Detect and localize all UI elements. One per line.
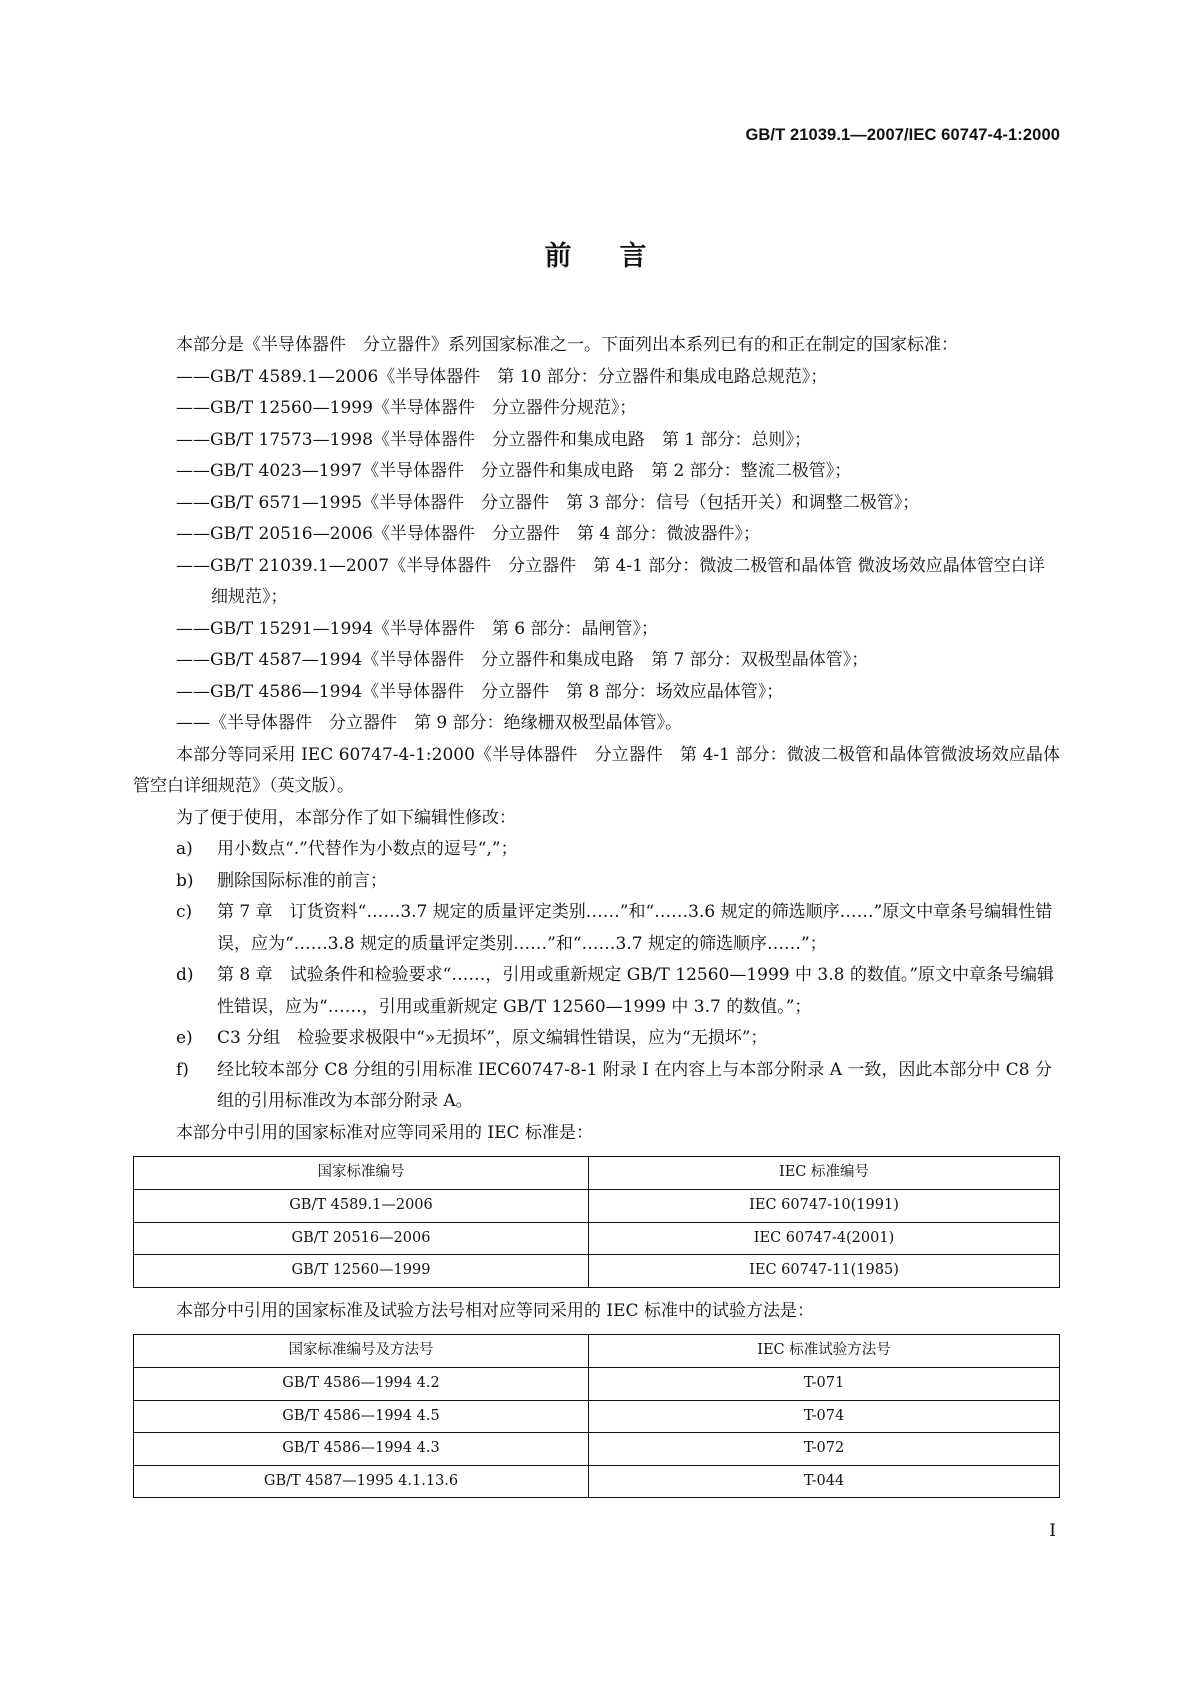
table-cell: T-044 <box>589 1465 1060 1498</box>
edit-text: C3 分组 检验要求极限中“»无损坏”，原文编辑性错误，应为“无损坏”； <box>217 1028 768 1048</box>
edit-text: 用小数点“.”代替作为小数点的逗号“,”； <box>217 839 518 859</box>
list-item: ——GB/T 4587—1994《半导体器件 分立器件和集成电路 第 7 部分：双极型晶体管》； <box>176 650 869 670</box>
edit-item <box>133 866 1060 898</box>
table-cell: GB/T 20516—2006 <box>134 1222 589 1255</box>
table-cell: GB/T 4586—1994 4.2 <box>134 1368 589 1401</box>
edit-text: 第 7 章 订货资料“……3.7 规定的质量评定类别……”和“……3.6 规定的筛选顺序……”原文中章条号编辑性错误，应为“……3.8 规定的质量评定类别……”和“……3.7 规定的筛选顺序……”； <box>217 902 1053 954</box>
edit-item <box>133 897 1060 960</box>
series-list <box>133 362 1060 740</box>
list-item: ——GB/T 20516—2006《半导体器件 分立器件 第 4 部分：微波器件》； <box>176 524 761 544</box>
table-cell: IEC 60747-10(1991) <box>589 1190 1060 1223</box>
table-row <box>134 1368 1060 1401</box>
page-number: I <box>1049 1521 1056 1541</box>
table-row <box>134 1433 1060 1466</box>
table-header-cell: 国家标准编号及方法号 <box>134 1335 589 1368</box>
table-cell: GB/T 12560—1999 <box>134 1255 589 1288</box>
edit-label: e) <box>176 1028 193 1048</box>
table1-intro: 本部分中引用的国家标准对应等同采用的 IEC 标准是： <box>176 1122 593 1143</box>
foreword-body <box>133 330 1060 1506</box>
standards-table <box>133 1156 1060 1288</box>
edit-text: 删除国际标准的前言； <box>217 870 387 891</box>
table-cell: T-074 <box>589 1400 1060 1433</box>
list-item: ——GB/T 17573—1998《半导体器件 分立器件和集成电路 第 1 部分：总则》； <box>176 429 812 450</box>
table-cell: T-072 <box>589 1433 1060 1466</box>
table-cell: GB/T 4586—1994 4.3 <box>134 1433 589 1466</box>
edit-label: a) <box>176 839 193 859</box>
table-cell: T-071 <box>589 1368 1060 1401</box>
adoption-paragraph: 本部分等同采用 IEC 60747-4-1:2000《半导体器件 分立器件 第 4-1 部分：微波二极管和晶体管微波场效应晶体管空白详细规范》（英文版）。 <box>133 744 1060 796</box>
table2-intro: 本部分中引用的国家标准及试验方法号相对应等同采用的 IEC 标准中的试验方法是： <box>176 1300 814 1321</box>
edit-label: c) <box>176 902 193 922</box>
table-cell: IEC 60747-4(2001) <box>589 1222 1060 1255</box>
edit-list <box>133 834 1060 1118</box>
table-header-row <box>134 1157 1060 1190</box>
list-item: ——GB/T 12560—1999《半导体器件 分立器件分规范》； <box>176 398 637 418</box>
standard-code: GB/T 21039.1—2007/IEC 60747-4-1:2000 <box>745 126 1060 144</box>
edit-label: b) <box>176 870 194 891</box>
table-row <box>134 1255 1060 1288</box>
table-cell: GB/T 4587—1995 4.1.13.6 <box>134 1465 589 1498</box>
table-row <box>134 1400 1060 1433</box>
list-item: ——GB/T 4586—1994《半导体器件 分立器件 第 8 部分：场效应晶体管》； <box>176 681 784 702</box>
table-cell: GB/T 4586—1994 4.5 <box>134 1400 589 1433</box>
test-methods-table <box>133 1334 1060 1498</box>
list-item: ——GB/T 21039.1—2007《半导体器件 分立器件 第 4-1 部分：微波二极管和晶体管 微波场效应晶体管空白详细规范》； <box>176 555 1045 607</box>
table-cell: GB/T 4589.1—2006 <box>134 1190 589 1223</box>
edit-label: d) <box>176 965 194 985</box>
edit-intro: 为了便于使用，本部分作了如下编辑性修改： <box>176 807 516 828</box>
list-item: ——GB/T 4589.1—2006《半导体器件 第 10 部分：分立器件和集成电路总规范》； <box>176 366 828 387</box>
table-header-cell: IEC 标准试验方法号 <box>589 1335 1060 1368</box>
table-header-cell: IEC 标准编号 <box>589 1157 1060 1190</box>
edit-item <box>133 1023 1060 1055</box>
list-item: ——GB/T 6571—1995《半导体器件 分立器件 第 3 部分：信号（包括开关）和调整二极管》； <box>176 492 920 513</box>
edit-text: 第 8 章 试验条件和检验要求“……，引用或重新规定 GB/T 12560—1999 中 3.8 的数值。”原文中章条号编辑性错误，应为“……，引用或重新规定 GB/T 12560—1999 中 3.7 的数值。”； <box>217 965 1055 1017</box>
table-row <box>134 1222 1060 1255</box>
edit-text: 经比较本部分 C8 分组的引用标准 IEC60747-8-1 附录 I 在内容上与本部分附录 A 一致，因此本部分中 C8 分组的引用标准改为本部分附录 A。 <box>217 1059 1053 1111</box>
edit-item <box>133 834 1060 866</box>
page-title: 前言 <box>544 241 695 272</box>
list-item: ——GB/T 4023—1997《半导体器件 分立器件和集成电路 第 2 部分：整流二极管》； <box>176 461 852 481</box>
table-header-row <box>134 1335 1060 1368</box>
edit-item <box>133 960 1060 1023</box>
table-row <box>134 1190 1060 1223</box>
table-row <box>134 1465 1060 1498</box>
list-item: ——GB/T 15291—1994《半导体器件 第 6 部分：晶闸管》； <box>176 618 659 639</box>
list-item: ——《半导体器件 分立器件 第 9 部分：绝缘栅双极型晶体管》。 <box>176 713 683 733</box>
table-header-cell: 国家标准编号 <box>134 1157 589 1190</box>
table-cell: IEC 60747-11(1985) <box>589 1255 1060 1288</box>
edit-item <box>133 1055 1060 1118</box>
edit-label: f) <box>176 1059 189 1080</box>
intro-paragraph: 本部分是《半导体器件 分立器件》系列国家标准之一。下面列出本系列已有的和正在制定的国家标准： <box>176 335 958 355</box>
